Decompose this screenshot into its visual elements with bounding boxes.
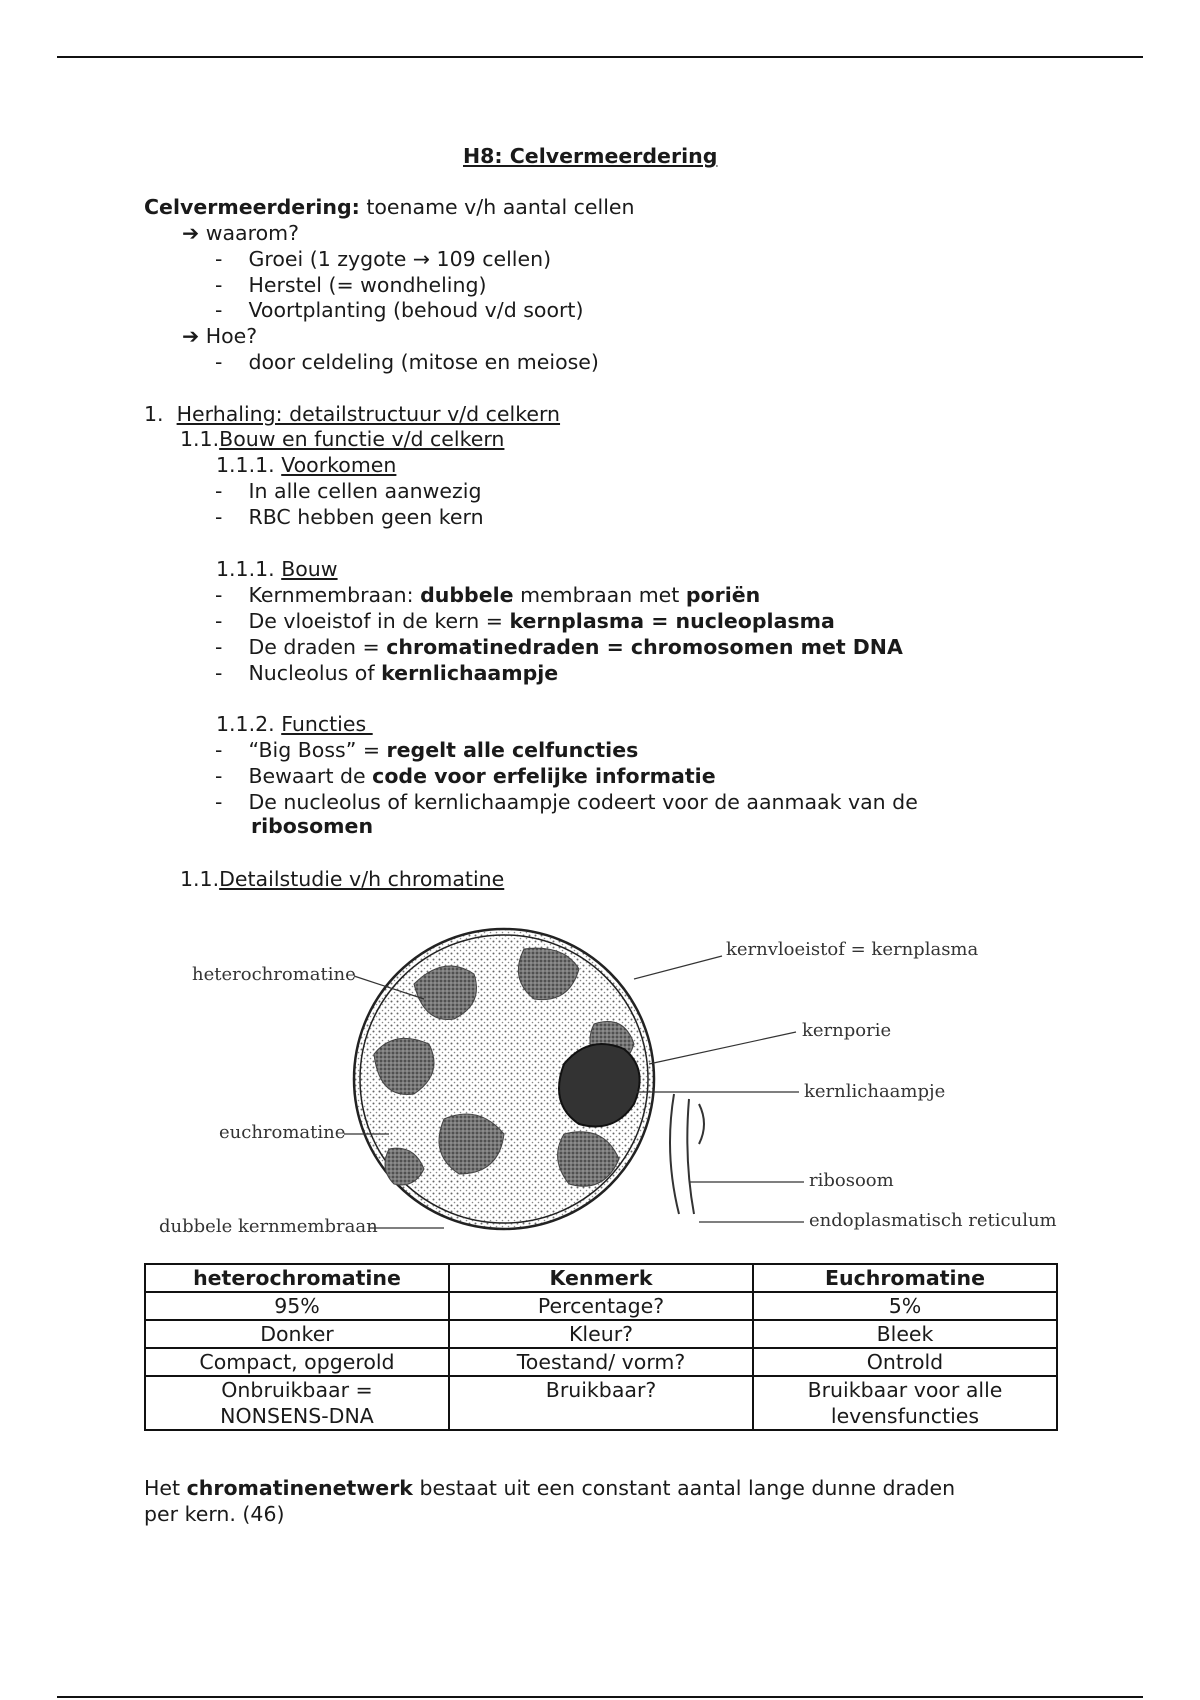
- table-row: [145, 1348, 1057, 1376]
- table-cell: Kleur?: [449, 1320, 753, 1348]
- voorkomen-title: Voorkomen: [281, 453, 397, 477]
- list-item: - Nucleolus of kernlichaampje: [215, 661, 559, 685]
- section-1-heading: [144, 401, 560, 427]
- closing-text: bestaat uit een constant aantal lange dunne draden: [412, 1476, 956, 1500]
- leader-line: [634, 956, 722, 979]
- page-title: H8: Celvermeerdering: [463, 144, 718, 168]
- table-cell: Compact, opgerold: [145, 1348, 449, 1376]
- table-header: Euchromatine: [753, 1264, 1057, 1292]
- how-item-1: door celdeling (mitose en meiose): [248, 350, 599, 374]
- closing-text: Het: [144, 1476, 187, 1500]
- table-cell: Bleek: [753, 1320, 1057, 1348]
- label-heterochromatine: heterochromatine: [192, 964, 356, 985]
- section-number: 1.: [144, 402, 164, 426]
- subsection-number: 1.1.: [180, 867, 220, 891]
- list-item: - De draden = chromatinedraden = chromosomen met DNA: [215, 635, 903, 659]
- table-cell: 95%: [145, 1292, 449, 1320]
- subsection-title: Bouw en functie v/d celkern: [219, 427, 505, 451]
- list-item: - “Big Boss” = regelt alle celfuncties: [215, 738, 639, 762]
- bouw-text: Kernmembraan:: [248, 583, 421, 607]
- subsection-title: Detailstudie v/h chromatine: [219, 867, 505, 891]
- bouw-bold: chromatinedraden = chromosomen met DNA: [386, 635, 903, 659]
- why-item-2: Herstel (= wondheling): [248, 273, 487, 297]
- label-endoplasmatisch-reticulum: endoplasmatisch reticulum: [809, 1210, 1057, 1231]
- subsection-detailstudie-heading: [180, 866, 504, 892]
- intro-definition: toename v/h aantal cellen: [359, 195, 635, 219]
- top-rule: [57, 56, 1143, 58]
- chromatin-comparison-table: [144, 1263, 1058, 1431]
- list-item: - Voortplanting (behoud v/d soort): [215, 298, 584, 322]
- why-item-3: Voortplanting (behoud v/d soort): [248, 298, 584, 322]
- functies-bold: regelt alle celfuncties: [386, 738, 639, 762]
- bouw-text: De draden =: [248, 635, 387, 659]
- list-item: - door celdeling (mitose en meiose): [215, 350, 599, 374]
- bouw-text: membraan met: [513, 583, 686, 607]
- arrow-icon: ➔: [182, 324, 200, 348]
- table-cell: Percentage?: [449, 1292, 753, 1320]
- table-cell: Toestand/ vorm?: [449, 1348, 753, 1376]
- bouw-text: De vloeistof in de kern =: [248, 609, 510, 633]
- how-heading: [182, 323, 257, 349]
- list-item: - In alle cellen aanwezig: [215, 479, 482, 503]
- bottom-rule: [57, 1696, 1143, 1698]
- bouw-number: 1.1.1.: [216, 557, 282, 581]
- label-dubbele-kernmembraan: dubbele kernmembraan: [159, 1216, 378, 1237]
- arrow-icon: ➔: [182, 221, 200, 245]
- functies-number: 1.1.2.: [216, 712, 282, 736]
- list-item: - Kernmembraan: dubbele membraan met poriën: [215, 583, 761, 607]
- voorkomen-item-1: In alle cellen aanwezig: [248, 479, 482, 503]
- list-item: - Groei (1 zygote → 109 cellen): [215, 247, 552, 271]
- list-item: - De nucleolus of kernlichaampje codeert voor de aanmaak van de: [215, 790, 918, 814]
- functies-heading: [216, 711, 373, 737]
- table-row: [145, 1292, 1057, 1320]
- bouw-bold: poriën: [685, 583, 761, 607]
- intro-term: Celvermeerdering:: [144, 195, 360, 219]
- why-item-1: Groei (1 zygote → 109 cellen): [248, 247, 552, 271]
- how-label: Hoe?: [205, 324, 258, 348]
- table-cell: Ontrold: [753, 1348, 1057, 1376]
- table-cell: 5%: [753, 1292, 1057, 1320]
- table-cell: Donker: [145, 1320, 449, 1348]
- bouw-bold: kernlichaampje: [381, 661, 559, 685]
- list-item: - RBC hebben geen kern: [215, 505, 484, 529]
- intro-line: [144, 194, 635, 220]
- bouw-bold: dubbele: [420, 583, 514, 607]
- functies-title: Functies: [281, 712, 373, 736]
- table-cell: Onbruikbaar = NONSENS-DNA: [145, 1376, 449, 1430]
- endoplasmic-reticulum: [670, 1094, 704, 1214]
- functies-text: Bewaart de: [248, 764, 373, 788]
- functies-text: De nucleolus of kernlichaampje codeert voor de aanmaak van de: [248, 790, 918, 814]
- table-cell: Bruikbaar?: [449, 1376, 753, 1430]
- label-kernlichaampje: kernlichaampje: [804, 1081, 946, 1102]
- table-header-row: [145, 1264, 1057, 1292]
- label-kernvloeistof: kernvloeistof = kernplasma: [726, 939, 979, 960]
- label-kernporie: kernporie: [802, 1020, 892, 1041]
- bouw-title: Bouw: [281, 557, 338, 581]
- bouw-heading: [216, 556, 338, 582]
- label-ribosoom: ribosoom: [809, 1170, 894, 1191]
- leader-line: [649, 1032, 796, 1064]
- table-cell: Bruikbaar voor alle levensfuncties: [753, 1376, 1057, 1430]
- why-label: waarom?: [205, 221, 299, 245]
- closing-bold: chromatinenetwerk: [186, 1476, 413, 1500]
- label-euchromatine: euchromatine: [219, 1122, 346, 1143]
- list-item: - Bewaart de code voor erfelijke informatie: [215, 764, 716, 788]
- closing-paragraph-line-1: [144, 1475, 955, 1501]
- list-item: - De vloeistof in de kern = kernplasma = nucleoplasma: [215, 609, 835, 633]
- table-header: heterochromatine: [145, 1264, 449, 1292]
- voorkomen-number: 1.1.1.: [216, 453, 282, 477]
- voorkomen-heading: [216, 452, 396, 478]
- table-row: [145, 1320, 1057, 1348]
- list-item: - Herstel (= wondheling): [215, 273, 487, 297]
- voorkomen-item-2: RBC hebben geen kern: [248, 505, 484, 529]
- functies-continuation: ribosomen: [251, 814, 374, 838]
- table-header: Kenmerk: [449, 1264, 753, 1292]
- subsection-1-1-heading: [180, 426, 504, 452]
- why-heading: [182, 220, 299, 246]
- bouw-bold: kernplasma = nucleoplasma: [509, 609, 835, 633]
- section-title: Herhaling: detailstructuur v/d celkern: [176, 402, 561, 426]
- cell-nucleus-diagram: [144, 904, 1058, 1252]
- bouw-text: Nucleolus of: [248, 661, 382, 685]
- table-row: [145, 1376, 1057, 1430]
- subsection-number: 1.1.: [180, 427, 220, 451]
- functies-text: “Big Boss” =: [248, 738, 387, 762]
- functies-bold: code voor erfelijke informatie: [372, 764, 716, 788]
- closing-paragraph-line-2: per kern. (46): [144, 1502, 285, 1526]
